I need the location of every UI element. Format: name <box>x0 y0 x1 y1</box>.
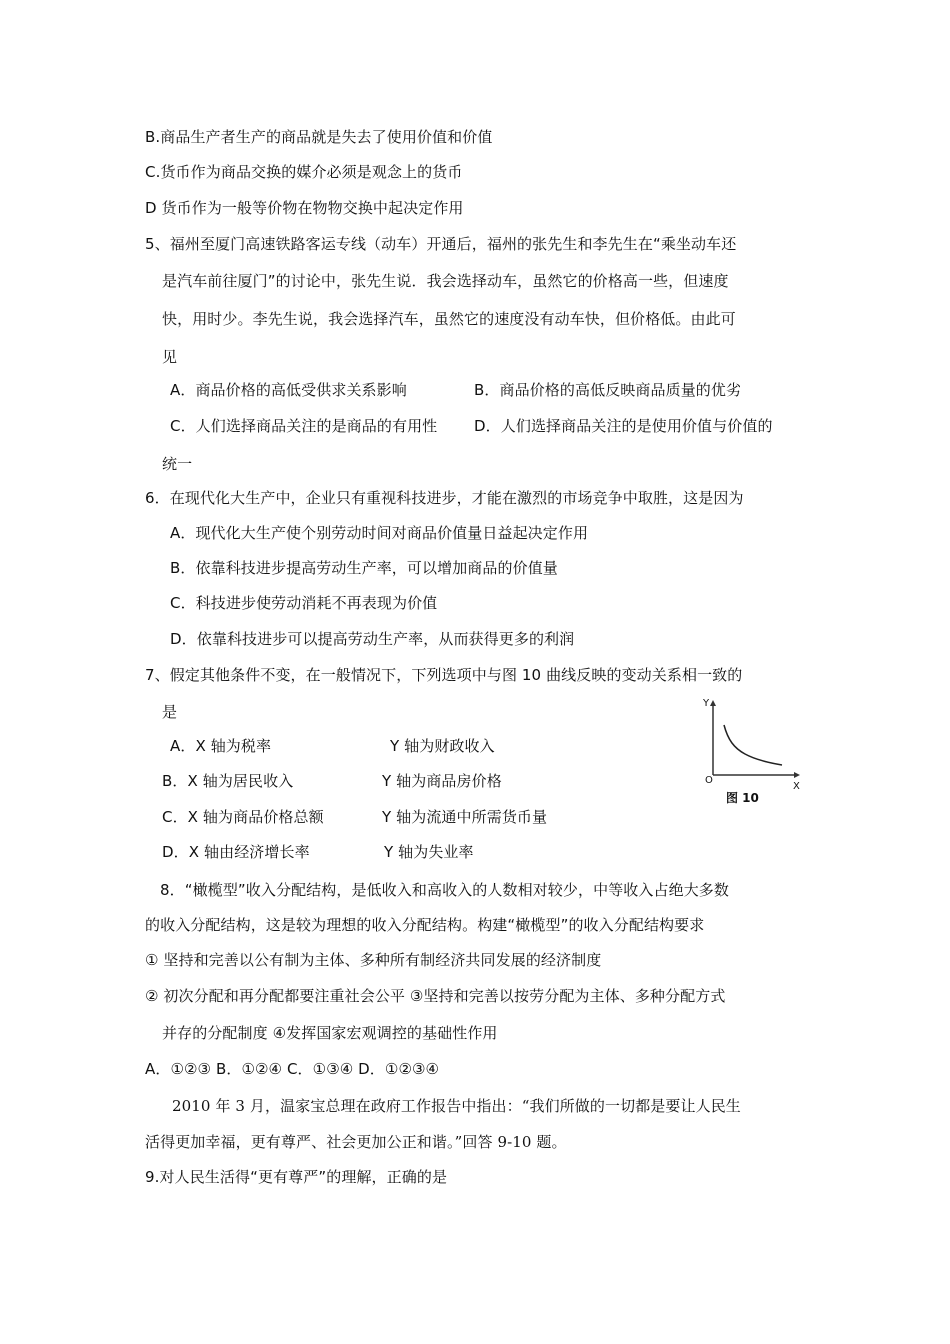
question-5-option-d: D．人们选择商品关注的是使用价值与价值的 <box>474 417 773 435</box>
question-7-option-d-y: Y 轴为失业率 <box>384 843 474 861</box>
question-7-option-b-x: B．X 轴为居民收入 <box>162 772 294 790</box>
question-7-option-d-x: D．X 轴由经济增长率 <box>162 843 310 861</box>
question-5-line-2: 是汽车前往厦门”的讨论中，张先生说．我会选择动车，虽然它的价格高一些，但速度 <box>162 272 729 290</box>
question-8-item-1: ① 坚持和完善以公有制为主体、多种所有制经济共同发展的经济制度 <box>145 951 602 969</box>
question-7-option-a-y: Y 轴为财政收入 <box>390 737 495 755</box>
question-8-item-2-3: ② 初次分配和再分配都要注重社会公平 ③坚持和完善以按劳分配为主体、多种分配方式 <box>145 987 726 1005</box>
question-8-options: A．①②③ B．①②④ C．①③④ D．①②③④ <box>145 1060 440 1078</box>
question-7-option-b-y: Y 轴为商品房价格 <box>382 772 502 790</box>
passage-line-1: 2010 年 3 月，温家宝总理在政府工作报告中指出：“我们所做的一切都是要让人民生 <box>172 1097 741 1115</box>
question-8-item-3-4: 并存的分配制度 ④发挥国家宏观调控的基础性作用 <box>162 1024 498 1042</box>
figure-10 <box>698 690 810 815</box>
question-6-stem: 6．在现代化大生产中，企业只有重视科技进步，才能在激烈的市场竞争中取胜，这是因为 <box>145 489 744 507</box>
option-c-line: C.货币作为商品交换的媒介必须是观念上的货币 <box>145 163 463 181</box>
origin-label: O <box>705 775 713 786</box>
option-d-line: D 货币作为一般等价物在物物交换中起决定作用 <box>145 199 464 217</box>
question-9-stem: 9.对人民生活得“更有尊严”的理解，正确的是 <box>145 1168 448 1186</box>
passage-line-2: 活得更加幸福，更有尊严、社会更加公正和谐。”回答 9-10 题。 <box>145 1133 567 1151</box>
question-6-option-a: A．现代化大生产使个别劳动时间对商品价值量日益起决定作用 <box>170 524 589 542</box>
question-7-option-c-x: C．X 轴为商品价格总额 <box>162 808 324 826</box>
question-7-stem-line-1: 7、假定其他条件不变，在一般情况下，下列选项中与图 10 曲线反映的变动关系相一致的 <box>145 666 743 684</box>
question-6-option-b: B．依靠科技进步提高劳动生产率，可以增加商品的价值量 <box>170 559 558 577</box>
question-5-option-b: B．商品价格的高低反映商品质量的优劣 <box>474 381 742 399</box>
question-5-option-c: C．人们选择商品关注的是商品的有用性 <box>170 417 438 435</box>
x-axis-arrow-icon <box>794 772 800 778</box>
figure-caption: 图 10 <box>726 791 759 805</box>
question-8-line-1: 8．“橄榄型”收入分配结构，是低收入和高收入的人数相对较少，中等收入占绝大多数 <box>160 881 729 899</box>
question-5-option-d-continuation: 统一 <box>162 455 193 473</box>
question-7-option-a-x: A．X 轴为税率 <box>170 737 272 755</box>
question-5-line-1: 5、福州至厦门高速铁路客运专线（动车）开通后，福州的张先生和李先生在“乘坐动车还 <box>145 235 737 253</box>
question-5-line-3: 快，用时少。李先生说，我会选择汽车，虽然它的速度没有动车快，但价格低。由此可 <box>162 310 736 328</box>
question-8-line-2: 的收入分配结构，这是较为理想的收入分配结构。构建“橄榄型”的收入分配结构要求 <box>145 916 705 934</box>
option-b-line: B.商品生产者生产的商品就是失去了使用价值和价值 <box>145 128 493 146</box>
figure-curve <box>724 725 782 765</box>
question-6-option-d: D．依靠科技进步可以提高劳动生产率，从而获得更多的利润 <box>170 630 575 648</box>
question-7-option-c-y: Y 轴为流通中所需货币量 <box>382 808 548 826</box>
question-6-option-c: C．科技进步使劳动消耗不再表现为价值 <box>170 594 438 612</box>
y-axis-arrow-icon <box>710 700 716 706</box>
question-5-option-a: A．商品价格的高低受供求关系影响 <box>170 381 407 399</box>
x-axis-label: X <box>793 781 800 792</box>
question-7-stem-line-2: 是 <box>162 703 178 721</box>
question-5-line-4: 见 <box>162 348 178 366</box>
y-axis-label: Y <box>703 698 710 709</box>
